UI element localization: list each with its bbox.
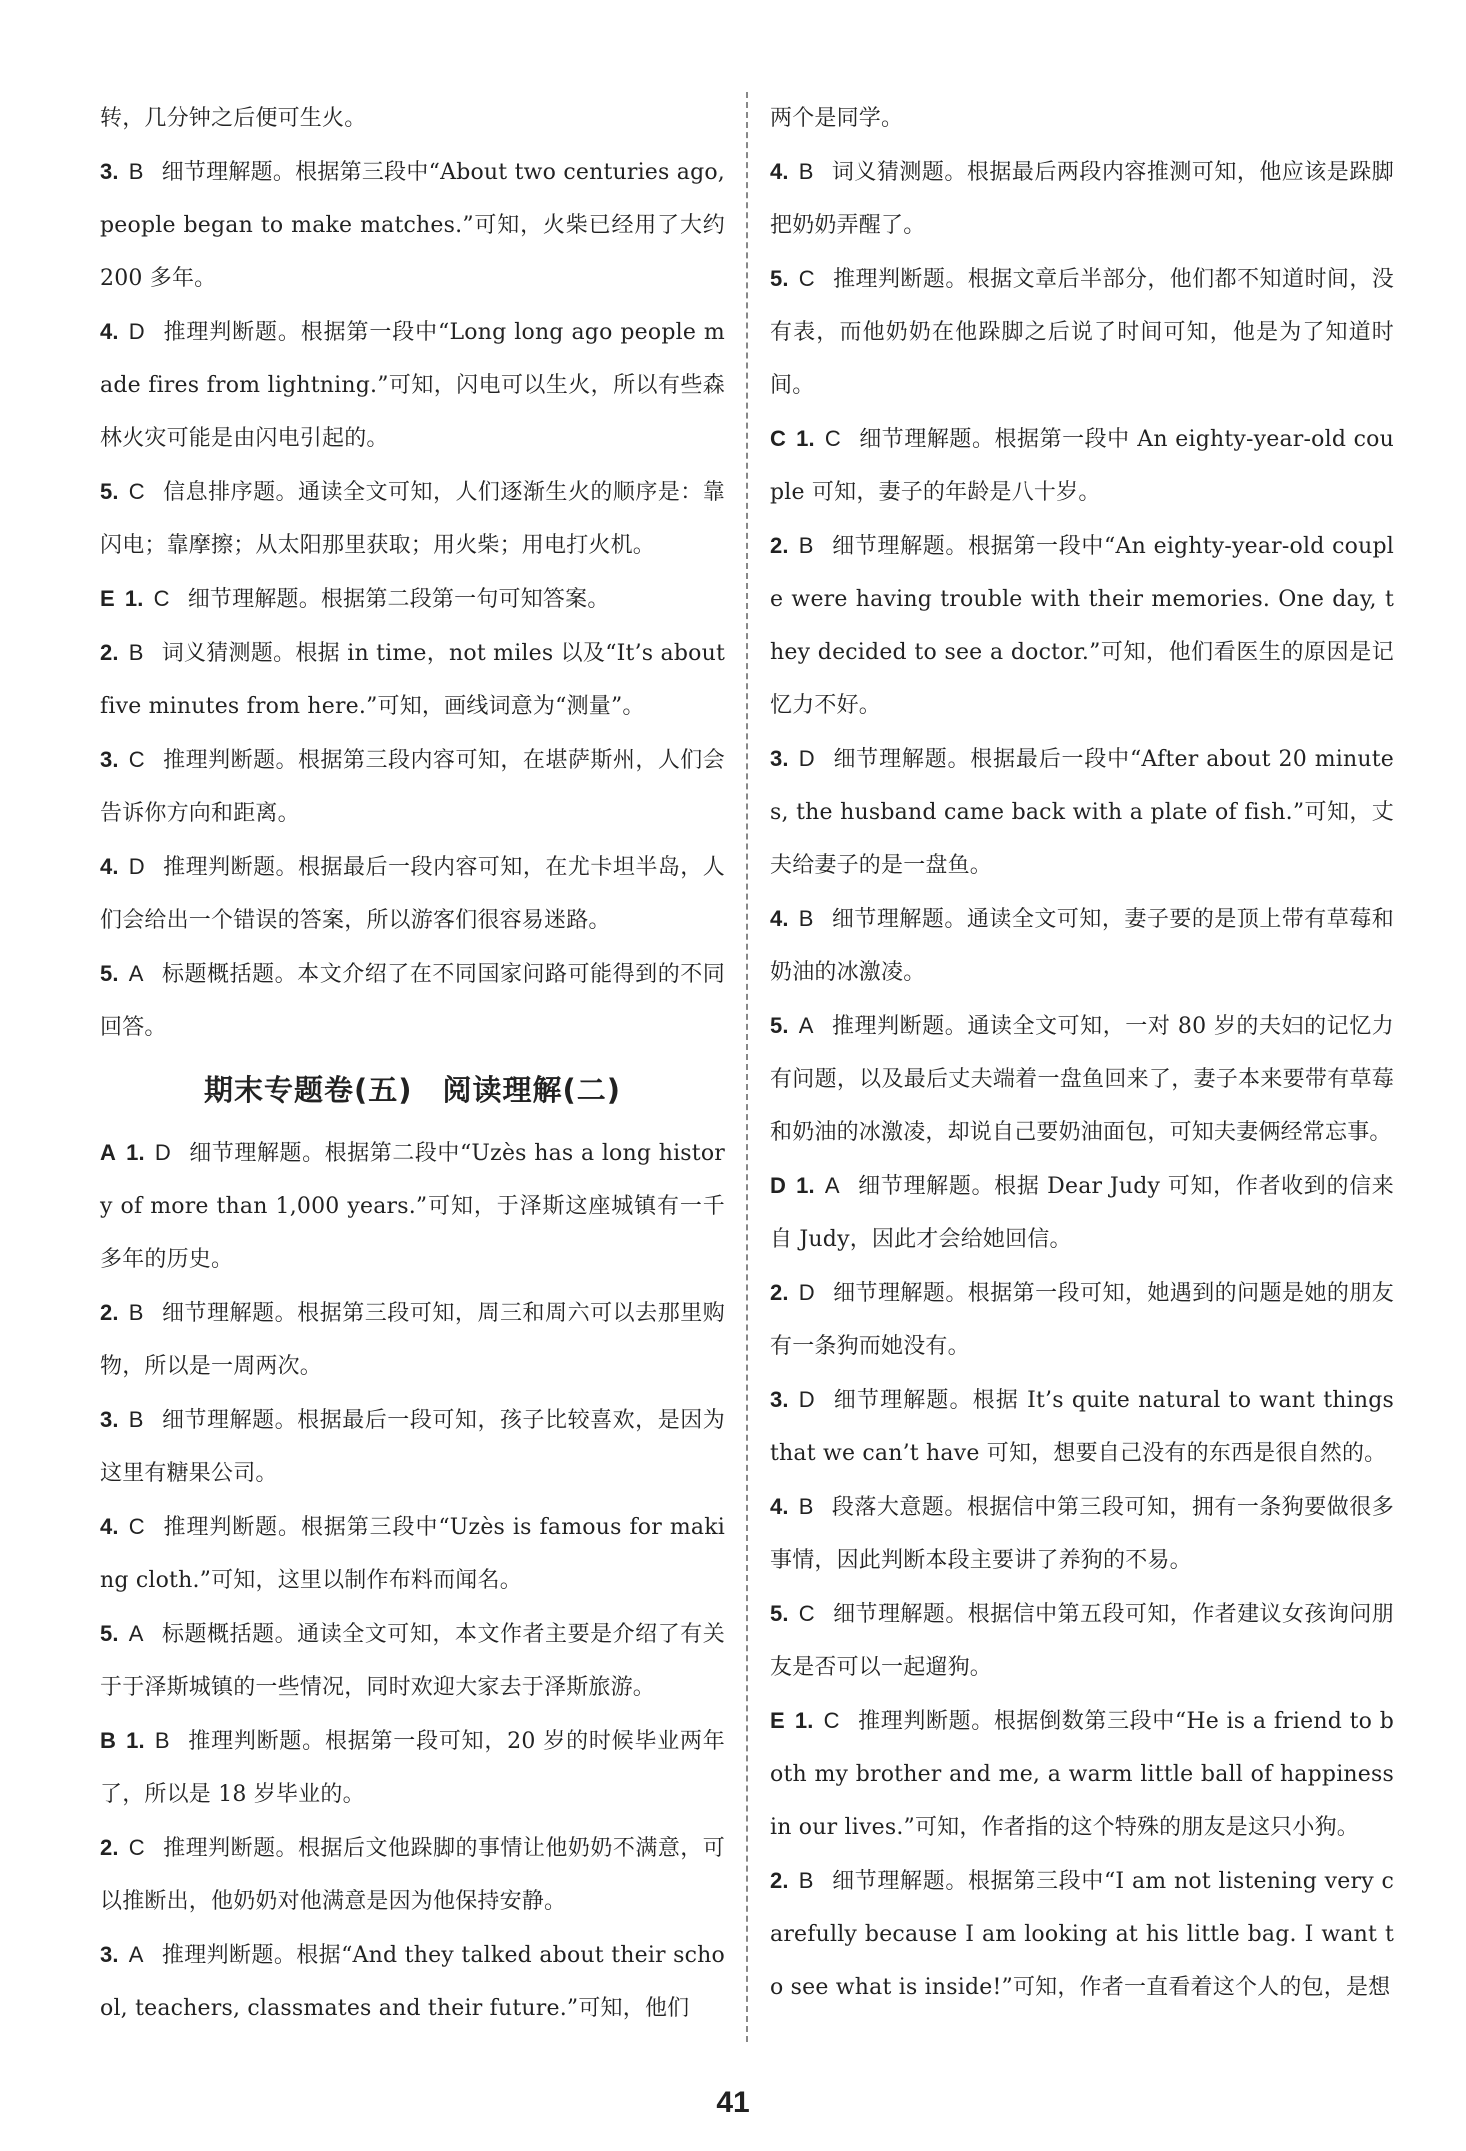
- answer-choice: B: [128, 1407, 144, 1432]
- question-number: 4.: [770, 1494, 789, 1519]
- answer-item: [770, 1854, 1394, 2014]
- answer-item: [100, 733, 725, 840]
- explanation-text: 细节理解题。根据第二段第一句可知答案。: [187, 587, 610, 612]
- explanation-text: 推理判断题。根据“And they talked about their school, teachers, classmates and their future.”可知，他们: [100, 1943, 725, 2021]
- answer-item: [770, 1159, 1394, 1266]
- explanation-text: 推理判断题。通读全文可知，一对 80 岁的夫妇的记忆力有问题，以及最后丈夫端着一盘鱼回来了，妻子本来要带有草莓和奶油的冰激凌，却说自己要奶油面包，可知夫妻俩经常忘事。: [770, 1014, 1394, 1145]
- question-number: 2.: [770, 533, 789, 558]
- answer-choice: C: [128, 747, 145, 772]
- question-number: 5.: [770, 266, 789, 291]
- question-number: 5.: [100, 961, 119, 986]
- explanation-text: 细节理解题。根据最后一段可知，孩子比较喜欢，是因为这里有糖果公司。: [100, 1408, 725, 1486]
- answer-choice: A: [824, 1173, 840, 1198]
- explanation-text: 推理判断题。根据第三段中“Uzès is famous for making cloth.”可知，这里以制作布料而闻名。: [100, 1515, 725, 1593]
- explanation-text: 两个是同学。: [770, 106, 904, 131]
- explanation-text: 细节理解题。根据第二段中“Uzès has a long history of more than 1,000 years.”可知，于泽斯这座城镇有一千多年的历史。: [100, 1141, 725, 1272]
- section-letter: A: [100, 1140, 117, 1165]
- section-letter: B: [100, 1728, 117, 1753]
- answer-choice: B: [128, 1300, 144, 1325]
- answer-item: [770, 1373, 1394, 1480]
- answer-choice: B: [154, 1728, 170, 1753]
- question-number: 1.: [126, 1140, 145, 1165]
- answer-item: [100, 1126, 725, 1286]
- explanation-text: 推理判断题。根据倒数第三段中“He is a friend to both my brother and me, a warm little ball of happiness in our lives.”可知，作者指的这个特殊的朋友是这只小狗。: [770, 1709, 1394, 1840]
- question-number: 5.: [770, 1013, 789, 1038]
- explanation-text: 细节理解题。根据第三段中“I am not listening very carefully because I am looking at his little bag. I want to see what is inside!”可知，作者一直看着这个人的包，是想: [770, 1869, 1394, 2000]
- answer-item: [770, 252, 1394, 412]
- explanation-text: 细节理解题。根据第三段可知，周三和周六可以去那里购物，所以是一周两次。: [100, 1301, 725, 1379]
- answer-choice: D: [128, 319, 145, 344]
- answer-choice: D: [128, 854, 145, 879]
- explanation-text: 细节理解题。通读全文可知，妻子要的是顶上带有草莓和奶油的冰激凌。: [770, 907, 1394, 985]
- answer-choice: B: [798, 1494, 814, 1519]
- explanation-text: 细节理解题。根据 Dear Judy 可知，作者收到的信来自 Judy，因此才会给她回信。: [770, 1174, 1394, 1252]
- answer-choice: D: [798, 746, 815, 771]
- answer-choice: A: [128, 961, 144, 986]
- answer-item: [100, 1928, 725, 2035]
- question-number: 1.: [124, 586, 144, 611]
- answer-item: [770, 145, 1394, 252]
- explanation-text: 段落大意题。根据信中第三段可知，拥有一条狗要做很多事情，因此判断本段主要讲了养狗的不易。: [770, 1495, 1394, 1573]
- answer-item: [770, 999, 1394, 1159]
- answer-item: [100, 572, 725, 626]
- question-number: 4.: [770, 159, 789, 184]
- explanation-text: 细节理解题。根据 It’s quite natural to want things that we can’t have 可知，想要自己没有的东西是很自然的。: [770, 1388, 1394, 1466]
- answer-item: [100, 1393, 725, 1500]
- question-number: 5.: [100, 479, 119, 504]
- answer-item: [770, 519, 1394, 732]
- question-number: 3.: [770, 746, 789, 771]
- explanation-text: 转，几分钟之后便可生火。: [100, 106, 367, 131]
- explanation-text: 标题概括题。本文介绍了在不同国家问路可能得到的不同回答。: [100, 962, 725, 1040]
- answer-item: [770, 1266, 1394, 1373]
- left-column: [100, 92, 725, 2035]
- question-number: 4.: [100, 319, 119, 344]
- explanation-text: 标题概括题。通读全文可知，本文作者主要是介绍了有关于于泽斯城镇的一些情况，同时欢迎大家去于泽斯旅游。: [100, 1622, 725, 1700]
- answer-choice: C: [153, 586, 170, 611]
- answer-item: [100, 305, 725, 465]
- question-number: 1.: [126, 1728, 145, 1753]
- question-number: 1.: [794, 1708, 814, 1733]
- question-number: 1.: [796, 1173, 815, 1198]
- explanation-text: 推理判断题。根据最后一段内容可知，在尤卡坦半岛，人们会给出一个错误的答案，所以游客们很容易迷路。: [100, 855, 725, 933]
- right-column: [770, 92, 1394, 2014]
- question-number: 2.: [100, 1300, 119, 1325]
- answer-choice: D: [798, 1387, 815, 1412]
- explanation-text: 推理判断题。根据文章后半部分，他们都不知道时间，没有表，而他奶奶在他跺脚之后说了时间可知，他是为了知道时间。: [770, 267, 1394, 398]
- answer-choice: C: [128, 1835, 145, 1860]
- question-number: 3.: [100, 159, 119, 184]
- explanation-text: 推理判断题。根据第一段可知，20 岁的时候毕业两年了，所以是 18 岁毕业的。: [100, 1729, 725, 1807]
- section-letter: C: [770, 426, 787, 451]
- answer-choice: C: [128, 479, 145, 504]
- question-number: 2.: [770, 1868, 789, 1893]
- question-number: 3.: [770, 1387, 789, 1412]
- answer-item: [100, 840, 725, 947]
- explanation-text: 细节理解题。根据第一段中“An eighty-year-old couple were having trouble with their memories. One day, they decided to see a doctor.”可知，他们看医生的原因是记忆力不好。: [770, 534, 1394, 718]
- answer-item: [100, 465, 725, 572]
- section-title: 期末专题卷(五) 阅读理解(二): [203, 1073, 622, 1107]
- answer-item: [770, 1480, 1394, 1587]
- page-number: 41: [716, 2086, 750, 2119]
- answer-item: [100, 1500, 725, 1607]
- question-number: 4.: [770, 906, 789, 931]
- answer-item: [100, 145, 725, 305]
- question-number: 5.: [100, 1621, 119, 1646]
- question-number: 2.: [100, 640, 119, 665]
- answer-item: [770, 92, 1394, 145]
- answer-item: [100, 1286, 725, 1393]
- answer-choice: A: [798, 1013, 814, 1038]
- answer-choice: B: [798, 159, 814, 184]
- explanation-text: 词义猜测题。根据最后两段内容推测可知，他应该是跺脚把奶奶弄醒了。: [770, 160, 1394, 238]
- answer-choice: B: [128, 159, 144, 184]
- answer-choice: A: [128, 1621, 144, 1646]
- answer-item: [770, 1587, 1394, 1694]
- answer-choice: B: [128, 640, 144, 665]
- answer-item: [770, 732, 1394, 892]
- section-letter: E: [100, 586, 115, 611]
- question-number: 2.: [100, 1835, 119, 1860]
- answer-item: [100, 1607, 725, 1714]
- answer-choice: D: [154, 1140, 171, 1165]
- question-number: 4.: [100, 1514, 119, 1539]
- explanation-text: 信息排序题。通读全文可知，人们逐渐生火的顺序是：靠闪电；靠摩擦；从太阳那里获取；用火柴；用电打火机。: [100, 480, 725, 558]
- explanation-text: 词义猜测题。根据 in time，not miles 以及“It’s about five minutes from here.”可知，画线词意为“测量”。: [100, 641, 725, 719]
- answer-item: [100, 1821, 725, 1928]
- answer-item: [770, 412, 1394, 519]
- answer-choice: C: [823, 1708, 840, 1733]
- question-number: 3.: [100, 1407, 119, 1432]
- answer-choice: C: [798, 266, 815, 291]
- answer-item: [100, 1714, 725, 1821]
- explanation-text: 细节理解题。根据最后一段中“After about 20 minutes, the husband came back with a plate of fish.”可知，丈夫给妻子的是一盘鱼。: [770, 747, 1394, 878]
- question-number: 3.: [100, 1942, 119, 1967]
- answer-choice: C: [128, 1514, 145, 1539]
- explanation-text: 推理判断题。根据第一段中“Long long ago people made fires from lightning.”可知，闪电可以生火，所以有些森林火灾可能是由闪电引起的。: [100, 320, 725, 451]
- explanation-text: 细节理解题。根据信中第五段可知，作者建议女孩询问朋友是否可以一起遛狗。: [770, 1602, 1394, 1680]
- explanation-text: 推理判断题。根据后文他跺脚的事情让他奶奶不满意，可以推断出，他奶奶对他满意是因为他保持安静。: [100, 1836, 725, 1914]
- answer-item: [770, 892, 1394, 999]
- question-number: 5.: [770, 1601, 789, 1626]
- answer-item: [100, 947, 725, 1054]
- question-number: 3.: [100, 747, 119, 772]
- question-number: 4.: [100, 854, 119, 879]
- answer-choice: C: [824, 426, 841, 451]
- explanation-text: 细节理解题。根据第三段中“About two centuries ago, people began to make matches.”可知，火柴已经用了大约 200 多年。: [100, 160, 725, 291]
- answer-choice: B: [798, 533, 814, 558]
- section-letter: E: [770, 1708, 785, 1733]
- answer-choice: A: [128, 1942, 144, 1967]
- question-number: 2.: [770, 1280, 789, 1305]
- question-number: 1.: [796, 426, 815, 451]
- column-divider: [746, 92, 748, 2042]
- answer-choice: B: [798, 1868, 814, 1893]
- answer-choice: D: [798, 1280, 815, 1305]
- answer-item: [770, 1694, 1394, 1854]
- explanation-text: 细节理解题。根据第一段可知，她遇到的问题是她的朋友有一条狗而她没有。: [770, 1281, 1394, 1359]
- explanation-text: 细节理解题。根据第一段中 An eighty-year-old couple 可知，妻子的年龄是八十岁。: [770, 427, 1394, 505]
- answer-choice: C: [798, 1601, 815, 1626]
- section-letter: D: [770, 1173, 787, 1198]
- answer-choice: B: [798, 906, 814, 931]
- explanation-text: 推理判断题。根据第三段内容可知，在堪萨斯州，人们会告诉你方向和距离。: [100, 748, 725, 826]
- answer-item: [100, 92, 725, 145]
- answer-item: [100, 626, 725, 733]
